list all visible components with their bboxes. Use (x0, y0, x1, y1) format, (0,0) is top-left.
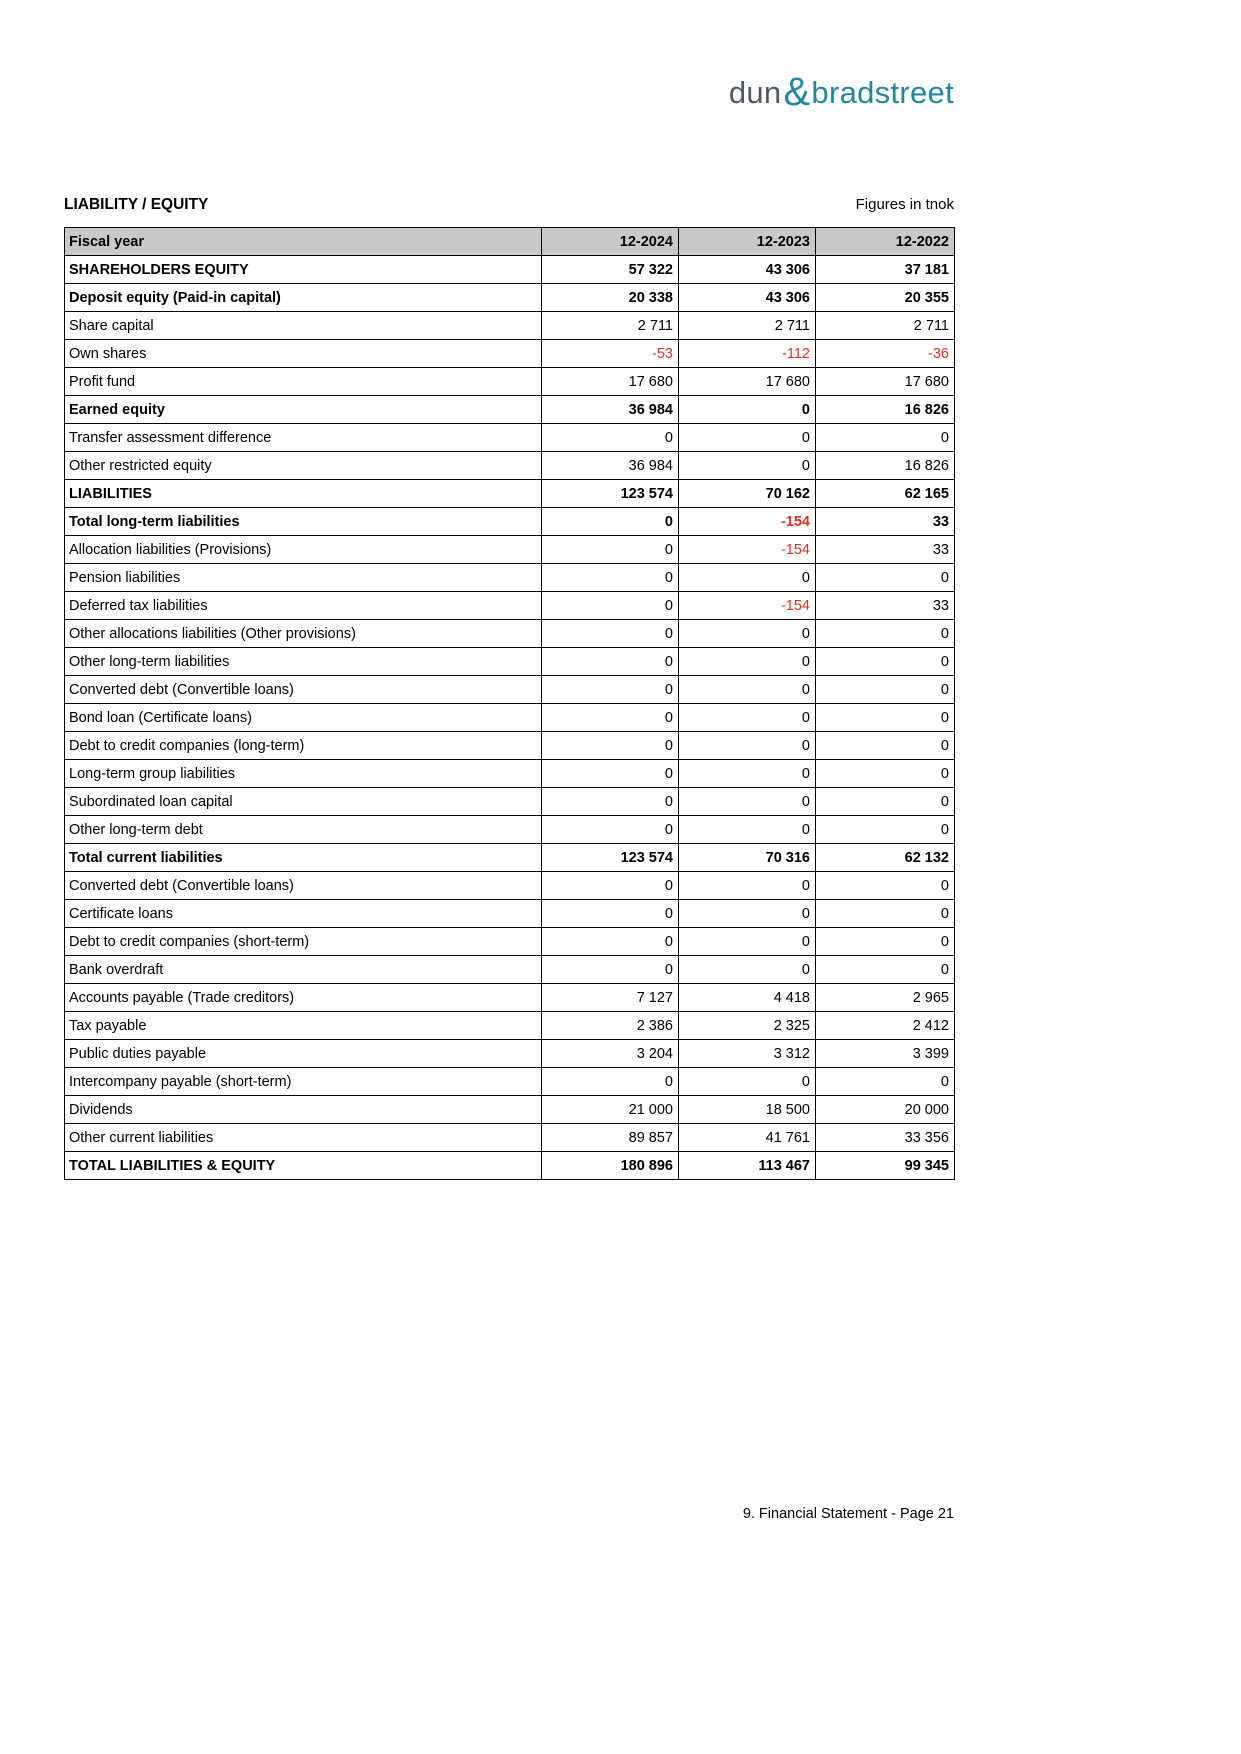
row-value: 2 711 (816, 312, 955, 340)
row-value: 0 (542, 816, 679, 844)
table-row (65, 1068, 955, 1096)
row-label: Earned equity (65, 396, 542, 424)
row-value: 2 711 (542, 312, 679, 340)
row-label: Converted debt (Convertible loans) (65, 872, 542, 900)
row-label: Other restricted equity (65, 452, 542, 480)
row-value: 33 (816, 508, 955, 536)
row-value: 0 (816, 956, 955, 984)
row-value: 0 (816, 788, 955, 816)
table-row (65, 1124, 955, 1152)
row-value: 17 680 (542, 368, 679, 396)
row-label: SHAREHOLDERS EQUITY (65, 256, 542, 284)
column-header-fiscal-year: Fiscal year (65, 228, 542, 256)
row-label: TOTAL LIABILITIES & EQUITY (65, 1152, 542, 1180)
table-row (65, 564, 955, 592)
row-value: 62 165 (816, 480, 955, 508)
row-value: 0 (816, 900, 955, 928)
row-value: 57 322 (542, 256, 679, 284)
row-value: 33 (816, 536, 955, 564)
table-row (65, 872, 955, 900)
row-value: 0 (679, 452, 816, 480)
row-value: -112 (679, 340, 816, 368)
row-label: Transfer assessment difference (65, 424, 542, 452)
row-value: 0 (679, 872, 816, 900)
row-value: 0 (679, 620, 816, 648)
page-footer: 9. Financial Statement - Page 21 (742, 1506, 954, 1522)
content-area (64, 0, 954, 1754)
row-value: 0 (816, 928, 955, 956)
row-value: 70 316 (679, 844, 816, 872)
row-label: Other long-term debt (65, 816, 542, 844)
row-label: Total current liabilities (65, 844, 542, 872)
row-value: 0 (816, 648, 955, 676)
row-value: 0 (679, 564, 816, 592)
row-value: 17 680 (816, 368, 955, 396)
row-label: Allocation liabilities (Provisions) (65, 536, 542, 564)
row-value: 20 000 (816, 1096, 955, 1124)
liability-equity-table (64, 227, 955, 1180)
row-value: 123 574 (542, 480, 679, 508)
row-value: 2 965 (816, 984, 955, 1012)
table-row (65, 256, 955, 284)
row-value: -154 (679, 508, 816, 536)
table-row (65, 704, 955, 732)
table-row (65, 592, 955, 620)
row-value: 0 (816, 1068, 955, 1096)
logo-text-dun: dun (728, 75, 782, 110)
row-value: 20 338 (542, 284, 679, 312)
row-value: 0 (542, 928, 679, 956)
table-row (65, 1012, 955, 1040)
row-value: 62 132 (816, 844, 955, 872)
logo-text-bradstreet: bradstreet (811, 75, 954, 110)
figures-unit-note: Figures in tnok (855, 196, 954, 213)
row-value: 0 (679, 676, 816, 704)
row-label: Other allocations liabilities (Other provisions) (65, 620, 542, 648)
row-label: Certificate loans (65, 900, 542, 928)
row-value: 20 355 (816, 284, 955, 312)
row-label: Bank overdraft (65, 956, 542, 984)
row-label: Deposit equity (Paid-in capital) (65, 284, 542, 312)
row-value: 0 (542, 788, 679, 816)
row-label: Bond loan (Certificate loans) (65, 704, 542, 732)
column-header-12-2022: 12-2022 (816, 228, 955, 256)
row-value: 2 412 (816, 1012, 955, 1040)
table-row (65, 844, 955, 872)
row-label: Intercompany payable (short-term) (65, 1068, 542, 1096)
row-value: -36 (816, 340, 955, 368)
row-value: 0 (542, 900, 679, 928)
row-value: 37 181 (816, 256, 955, 284)
row-value: 99 345 (816, 1152, 955, 1180)
row-value: 0 (679, 648, 816, 676)
row-value: 0 (542, 704, 679, 732)
row-value: 0 (542, 508, 679, 536)
row-value: 3 399 (816, 1040, 955, 1068)
table-row (65, 1040, 955, 1068)
table-row (65, 480, 955, 508)
row-value: 16 826 (816, 452, 955, 480)
row-value: 0 (542, 424, 679, 452)
table-row (65, 1096, 955, 1124)
row-value: 0 (679, 900, 816, 928)
row-value: 0 (542, 592, 679, 620)
row-value: 4 418 (679, 984, 816, 1012)
row-value: 0 (816, 760, 955, 788)
row-value: 0 (816, 564, 955, 592)
table-row (65, 508, 955, 536)
page-title: LIABILITY / EQUITY (64, 196, 209, 213)
table-row (65, 956, 955, 984)
row-value: 36 984 (542, 452, 679, 480)
row-value: 0 (679, 788, 816, 816)
row-label: Tax payable (65, 1012, 542, 1040)
row-value: 0 (542, 760, 679, 788)
row-label: Other current liabilities (65, 1124, 542, 1152)
row-value: 0 (542, 1068, 679, 1096)
row-value: 43 306 (679, 256, 816, 284)
row-value: 123 574 (542, 844, 679, 872)
row-value: 0 (816, 676, 955, 704)
row-value: 18 500 (679, 1096, 816, 1124)
row-value: 0 (816, 732, 955, 760)
row-value: 180 896 (542, 1152, 679, 1180)
row-value: 0 (542, 620, 679, 648)
row-value: 17 680 (679, 368, 816, 396)
row-value: 113 467 (679, 1152, 816, 1180)
row-value: 0 (542, 732, 679, 760)
table-row (65, 312, 955, 340)
row-value: 2 711 (679, 312, 816, 340)
row-value: 0 (679, 928, 816, 956)
title-row (64, 196, 954, 214)
row-label: Deferred tax liabilities (65, 592, 542, 620)
row-value: 0 (816, 872, 955, 900)
row-label: Share capital (65, 312, 542, 340)
row-value: 0 (679, 732, 816, 760)
row-value: 0 (679, 704, 816, 732)
row-label: Profit fund (65, 368, 542, 396)
table-row (65, 900, 955, 928)
row-value: 0 (542, 648, 679, 676)
row-label: Pension liabilities (65, 564, 542, 592)
row-value: 0 (679, 396, 816, 424)
row-value: 2 386 (542, 1012, 679, 1040)
row-label: Converted debt (Convertible loans) (65, 676, 542, 704)
row-value: 36 984 (542, 396, 679, 424)
column-header-12-2024: 12-2024 (542, 228, 679, 256)
table-row (65, 536, 955, 564)
row-label: Subordinated loan capital (65, 788, 542, 816)
row-value: 0 (816, 620, 955, 648)
table-row (65, 648, 955, 676)
row-value: 0 (679, 816, 816, 844)
row-label: Debt to credit companies (long-term) (65, 732, 542, 760)
table-row (65, 620, 955, 648)
row-value: 16 826 (816, 396, 955, 424)
table-row (65, 816, 955, 844)
row-value: 3 204 (542, 1040, 679, 1068)
table-row (65, 396, 955, 424)
table-row (65, 424, 955, 452)
column-header-12-2023: 12-2023 (679, 228, 816, 256)
table-row (65, 452, 955, 480)
row-value: 3 312 (679, 1040, 816, 1068)
table-row (65, 284, 955, 312)
table-row (65, 984, 955, 1012)
row-value: 2 325 (679, 1012, 816, 1040)
row-value: 21 000 (542, 1096, 679, 1124)
row-value: -53 (542, 340, 679, 368)
row-value: 0 (542, 536, 679, 564)
row-value: 0 (679, 1068, 816, 1096)
table-row (65, 340, 955, 368)
row-label: Dividends (65, 1096, 542, 1124)
dun-bradstreet-logo (729, 68, 954, 113)
row-value: 0 (542, 564, 679, 592)
table-row (65, 788, 955, 816)
row-value: 41 761 (679, 1124, 816, 1152)
row-value: 33 356 (816, 1124, 955, 1152)
row-value: 0 (679, 956, 816, 984)
row-label: Public duties payable (65, 1040, 542, 1068)
row-value: 0 (542, 956, 679, 984)
row-value: 0 (679, 424, 816, 452)
row-label: Own shares (65, 340, 542, 368)
row-value: 70 162 (679, 480, 816, 508)
row-value: 0 (542, 872, 679, 900)
table-header-row (65, 228, 955, 256)
row-value: 0 (816, 816, 955, 844)
row-value: -154 (679, 592, 816, 620)
row-label: Long-term group liabilities (65, 760, 542, 788)
logo-ampersand-icon: & (783, 70, 811, 114)
table-wrapper (64, 227, 954, 1180)
table-row (65, 1152, 955, 1180)
row-label: Other long-term liabilities (65, 648, 542, 676)
table-row (65, 760, 955, 788)
table-row (65, 732, 955, 760)
row-label: Total long-term liabilities (65, 508, 542, 536)
table-row (65, 676, 955, 704)
row-value: 0 (816, 704, 955, 732)
row-value: 43 306 (679, 284, 816, 312)
row-value: 0 (679, 760, 816, 788)
row-label: Debt to credit companies (short-term) (65, 928, 542, 956)
row-label: Accounts payable (Trade creditors) (65, 984, 542, 1012)
table-row (65, 368, 955, 396)
row-label: LIABILITIES (65, 480, 542, 508)
table-body (65, 256, 955, 1180)
row-value: 33 (816, 592, 955, 620)
row-value: -154 (679, 536, 816, 564)
table-row (65, 928, 955, 956)
row-value: 89 857 (542, 1124, 679, 1152)
row-value: 7 127 (542, 984, 679, 1012)
row-value: 0 (816, 424, 955, 452)
row-value: 0 (542, 676, 679, 704)
